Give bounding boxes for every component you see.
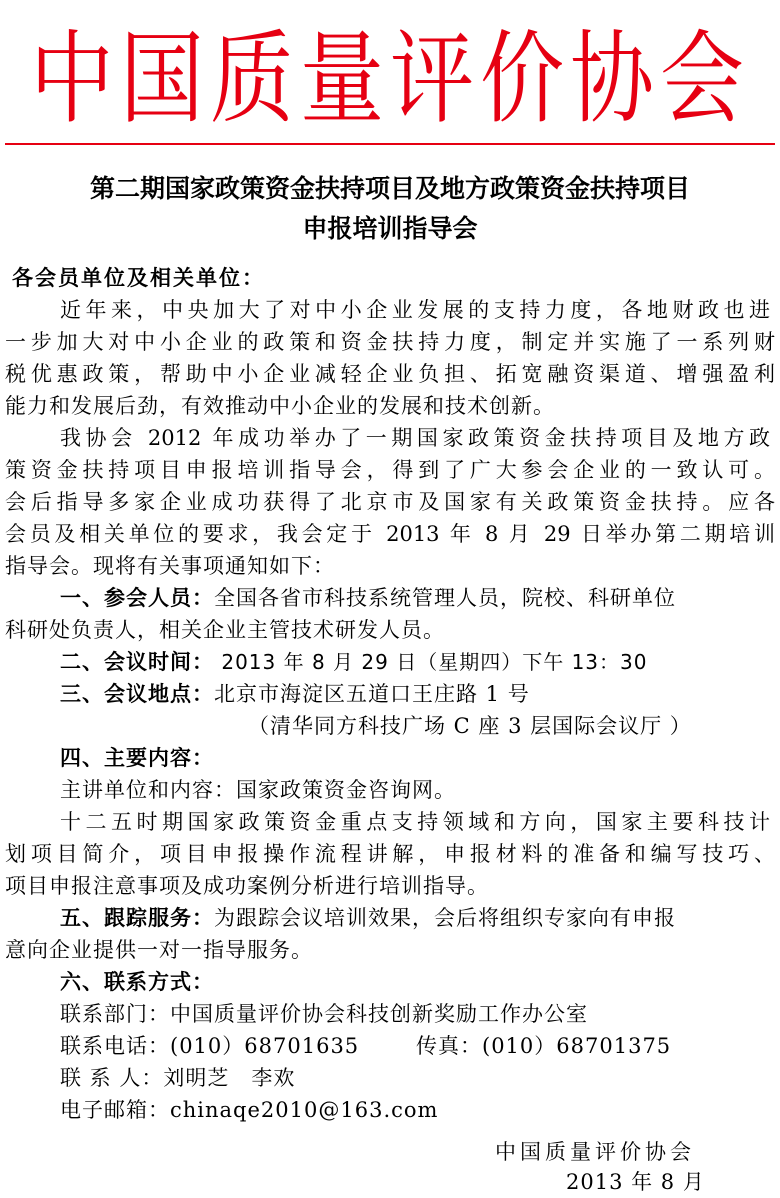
section-1-line-2: 科研处负责人，相关企业主管技术研发人员。 xyxy=(5,618,445,642)
section-2-text: 2013 年 8 月 29 日（星期四）下午 13：30 xyxy=(214,650,648,674)
section-3-line-2: （清华同方科技广场 C 座 3 层国际会议厅 ） xyxy=(248,714,692,738)
section-2-label: 二、会议时间： xyxy=(60,650,214,674)
section-4-line-3: 项目申报注意事项及成功案例分析进行培训指导。 xyxy=(5,874,489,898)
contact-department: 联系部门：中国质量评价协会科技创新奖励工作办公室 xyxy=(60,1002,588,1026)
paragraph-1-line-1: 近年来，中央加大了对中小企业发展的支持力度，各地财政也进 xyxy=(60,298,770,322)
signature-org: 中国质量评价协会 xyxy=(495,1140,695,1164)
salutation: 各会员单位及相关单位： xyxy=(12,266,265,290)
contact-phone: 联系电话：(010）68701635 xyxy=(60,1034,360,1058)
section-3-text: 北京市海淀区五道口王庄路 1 号 xyxy=(214,682,530,706)
section-1-text: 全国各省市科技系统管理人员，院校、科研单位 xyxy=(214,586,676,610)
contact-person: 联 系 人：刘明芝 李欢 xyxy=(60,1066,296,1090)
section-2 xyxy=(60,646,647,678)
section-1 xyxy=(60,582,770,614)
paragraph-2-line-2: 策资金扶持项目申报培训指导会，得到了广大参会企业的一致认可。 xyxy=(5,458,775,482)
paragraph-1-line-2: 一步加大对中小企业的政策和资金扶持力度，制定并实施了一系列财 xyxy=(5,330,775,354)
section-4-label: 四、主要内容： xyxy=(60,746,214,770)
section-3-label: 三、会议地点： xyxy=(60,682,214,706)
contact-fax: 传真：(010）68701375 xyxy=(416,1034,672,1058)
section-3 xyxy=(60,678,530,710)
paragraph-2-line-4: 会员及相关单位的要求，我会定于 2013 年 8 月 29 日举办第二期培训 xyxy=(5,522,775,546)
section-4-line-2: 划项目简介，项目申报操作流程讲解，申报材料的准备和编写技巧、 xyxy=(5,842,775,866)
document-title-line1: 第二期国家政策资金扶持项目及地方政策资金扶持项目 xyxy=(89,174,690,203)
paragraph-1-line-4: 能力和发展后劲，有效推动中小企业的发展和技术创新。 xyxy=(5,394,555,418)
section-4-lead: 主讲单位和内容：国家政策资金咨询网。 xyxy=(60,778,456,802)
section-1-label: 一、参会人员： xyxy=(60,586,214,610)
section-5-line-2: 意向企业提供一对一指导服务。 xyxy=(5,938,313,962)
document-title-line2: 申报培训指导会 xyxy=(302,214,478,243)
paragraph-1-line-3: 税优惠政策，帮助中小企业减轻企业负担、拓宽融资渠道、增强盈利 xyxy=(5,362,775,386)
section-5-label: 五、跟踪服务： xyxy=(60,906,214,930)
section-6-label: 六、联系方式： xyxy=(60,970,214,994)
paragraph-2-line-5: 指导会。现将有关事项通知如下： xyxy=(5,554,335,578)
letterhead-rule xyxy=(5,143,775,145)
section-5 xyxy=(60,902,770,934)
paragraph-2-line-1: 我协会 2012 年成功举办了一期国家政策资金扶持项目及地方政 xyxy=(60,426,770,450)
paragraph-2-line-3: 会后指导多家企业成功获得了北京市及国家有关政策资金扶持。应各 xyxy=(5,490,775,514)
signature-date: 2013 年 8 月 xyxy=(566,1170,705,1194)
contact-email: 电子邮箱：chinaqe2010@163.com xyxy=(60,1098,439,1122)
letterhead-title: 中国质量评价协会 xyxy=(29,20,750,138)
section-5-text: 为跟踪会议培训效果，会后将组织专家向有申报 xyxy=(214,906,676,930)
section-4-line-1: 十二五时期国家政策资金重点支持领域和方向，国家主要科技计 xyxy=(60,810,770,834)
